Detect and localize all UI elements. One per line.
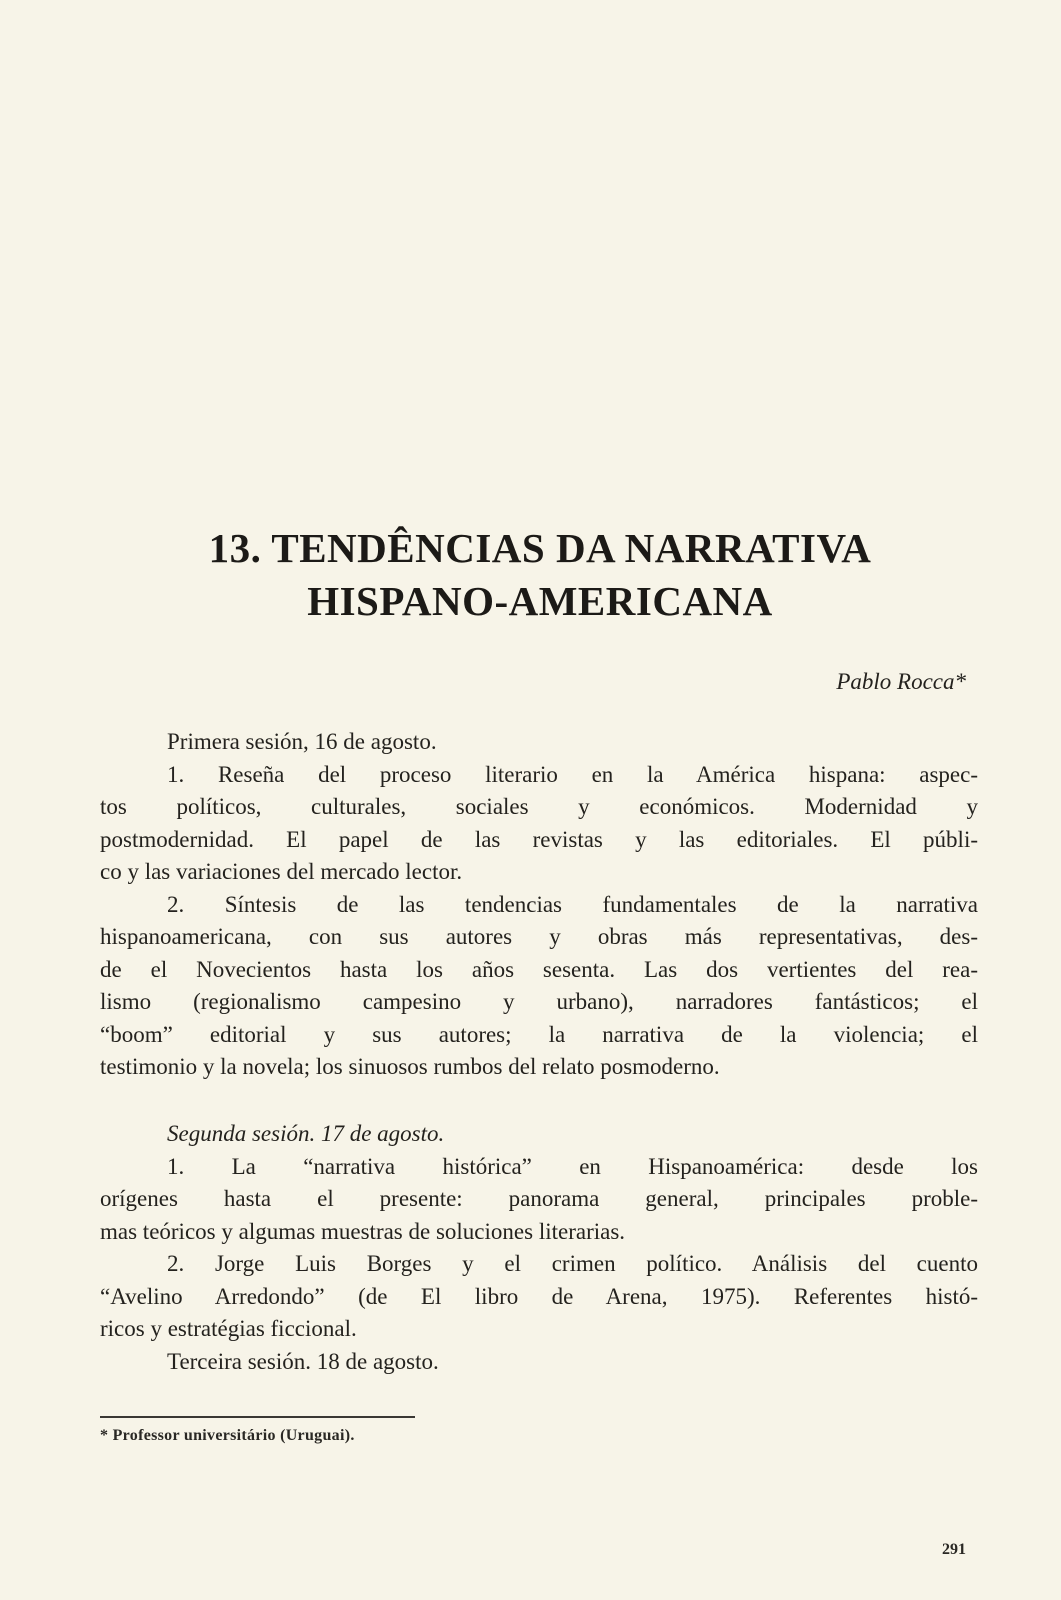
paragraph-line: ricos y estratégias ficcional. — [100, 1316, 357, 1341]
third-session-heading: Terceira sesión. 18 de agosto. — [167, 1348, 439, 1374]
paragraph-line: co y las variaciones del mercado lector. — [100, 859, 463, 884]
chapter-title — [100, 522, 980, 628]
page-number: 291 — [942, 1541, 966, 1558]
paragraph-line: postmodernidad. El papel de las revistas y las editoriales. El públi- — [100, 826, 978, 852]
paragraph-line: lismo (regionalismo campesino y urbano), narradores fantásticos; el — [100, 989, 978, 1014]
paragraph-line: “boom” editorial y sus autores; la narrativa de la violencia; el — [100, 1021, 978, 1047]
second-session-heading: Segunda sesión. 17 de agosto. — [167, 1121, 445, 1146]
first-session-heading: Primera sesión, 16 de agosto. — [167, 729, 437, 754]
first-session-block — [100, 726, 978, 1084]
paragraph-line: 2. Jorge Luis Borges y el crimen político. Análisis del cuento — [167, 1251, 978, 1276]
paragraph-line: testimonio y la novela; los sinuosos rumbos del relato posmoderno. — [100, 1054, 720, 1079]
paragraph-line: 1. La “narrativa histórica” en Hispanoamérica: desde los — [167, 1153, 978, 1179]
author-name: Pablo Rocca* — [836, 669, 966, 694]
paragraph-line: 2. Síntesis de las tendencias fundamentales de la narrativa — [167, 891, 978, 917]
paragraph-line: mas teóricos y algumas muestras de soluciones literarias. — [100, 1218, 626, 1244]
paragraph-line: “Avelino Arredondo” (de El libro de Arena, 1975). Referentes histó- — [100, 1283, 978, 1309]
footnote-divider — [100, 1416, 415, 1418]
paragraph-line: hispanoamericana, con sus autores y obras más representativas, des- — [100, 924, 978, 949]
paragraph-line: orígenes hasta el presente: panorama general, principales proble- — [100, 1186, 978, 1211]
footnote: * Professor universitário (Uruguai). — [100, 1427, 355, 1444]
chapter-title-line-1: 13. TENDÊNCIAS DA NARRATIVA — [208, 525, 872, 571]
chapter-title-line-2: HISPANO-AMERICANA — [307, 578, 773, 624]
paragraph-line: 1. Reseña del proceso literario en la América hispana: aspec- — [167, 761, 978, 787]
paragraph-line: tos políticos, culturales, sociales y económicos. Modernidad y — [100, 794, 978, 819]
second-session-block — [100, 1118, 978, 1378]
paragraph-line: de el Novecientos hasta los años sesenta. Las dos vertientes del rea- — [100, 956, 978, 982]
